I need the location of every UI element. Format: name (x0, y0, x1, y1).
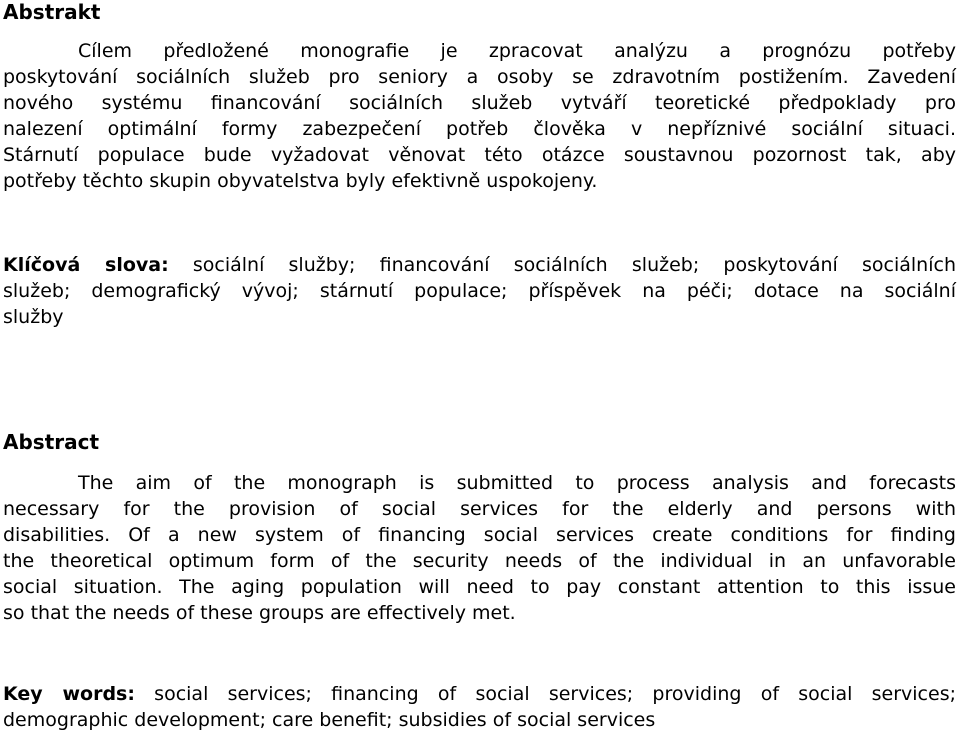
keywords-line: služby (3, 306, 64, 328)
abstract-line: the theoretical optimum form of the security needs of the individual in an unfavorable (3, 550, 956, 572)
abstract-line: Stárnutí populace bude vyžadovat věnovat této otázce soustavnou pozornost tak, aby (3, 144, 956, 166)
abstract-line (3, 470, 956, 496)
abstract-line: poskytování sociálních služeb pro seniory a osoby se zdravotním postižením. Zavedení (3, 66, 956, 88)
abstract-line: nalezení optimální formy zabezpečení potřeb člověka v nepříznivé sociální situaci. (3, 118, 956, 140)
abstract-line: so that the needs of these groups are effectively met. (3, 602, 516, 624)
keywords-label: Klíčová slova: (3, 254, 169, 276)
czech-keywords (3, 252, 956, 330)
english-keywords (3, 681, 956, 733)
keywords-line: demographic development; care benefit; subsidies of social services (3, 709, 656, 731)
abstract-line-text: Cílem předložené monografie je zpracovat analýzu a prognózu potřeby (78, 40, 956, 62)
keywords-line (3, 681, 956, 707)
abstract-line: necessary for the provision of social services for the elderly and persons with (3, 498, 956, 520)
abstract-line: potřeby těchto skupin obyvatelstva byly efektivně uspokojeny. (3, 170, 598, 192)
keywords-line (3, 252, 956, 278)
abstract-line (3, 38, 956, 64)
english-abstract-heading: Abstract (3, 430, 100, 454)
keywords-line: služeb; demografický vývoj; stárnutí populace; příspěvek na péči; dotace na sociální (3, 280, 956, 302)
english-abstract-text (3, 470, 956, 626)
abstract-line: disabilities. Of a new system of financing social services create conditions for finding (3, 524, 956, 546)
keywords-label: Key words: (3, 683, 135, 705)
abstract-line-text: The aim of the monograph is submitted to process analysis and forecasts (78, 472, 956, 494)
keywords-text: social services; financing of social services; providing of social services; (134, 683, 956, 705)
abstract-line: nového systému financování sociálních služeb vytváří teoretické předpoklady pro (3, 92, 956, 114)
czech-abstract-heading: Abstrakt (3, 0, 101, 24)
keywords-text: sociální služby; financování sociálních služeb; poskytování sociálních (168, 254, 956, 276)
czech-abstract-text (3, 38, 956, 194)
abstract-line: social situation. The aging population will need to pay constant attention to this issue (3, 576, 956, 598)
